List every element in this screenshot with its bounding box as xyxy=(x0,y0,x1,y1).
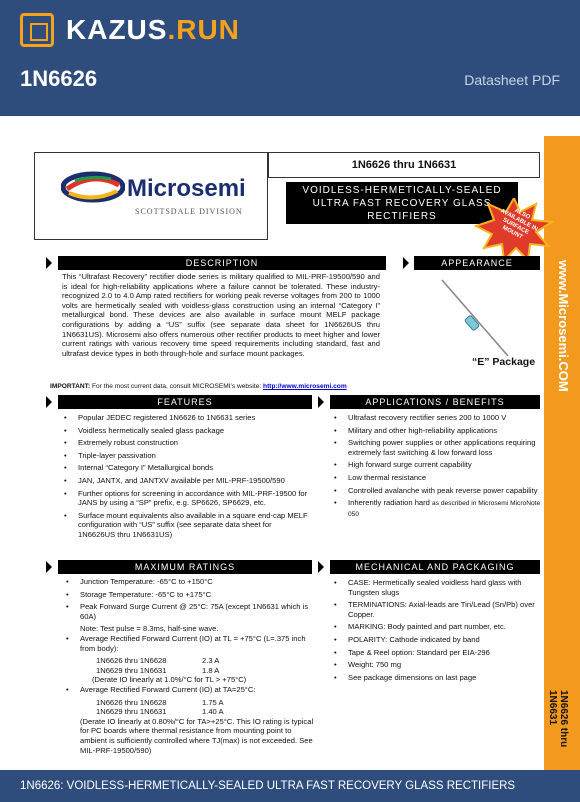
part-range-title: 1N6626 thru 1N6631 xyxy=(268,152,540,178)
diode-package-image xyxy=(430,276,520,360)
list-item: • Surface mount equivalents also available in a square end-cap MELF configuration with “US” suffix (see separate data sheet for 1N6626US thru 1N6631US) xyxy=(60,511,308,540)
company-logo-box xyxy=(34,152,268,240)
site-header xyxy=(0,0,580,116)
company-name: Microsemi xyxy=(127,175,246,202)
footer-title: 1N6626: VOIDLESS-HERMETICALLY-SEALED ULTRA FAST RECOVERY GLASS RECTIFIERS xyxy=(0,770,580,802)
max-ratings-list xyxy=(64,577,314,755)
rating-row: 1N6629 thru 1N6631 1.40 A xyxy=(96,707,224,717)
list-item: • Switching power supplies or other applications requiring extremely fast switching & low forward loss xyxy=(330,438,542,457)
list-item: • JAN, JANTX, and JANTXV available per MIL-PRF-19500/590 xyxy=(60,476,308,486)
derate-note: (Derate IO linearly at 1.0%/°C for TL > +75°C) xyxy=(92,675,247,685)
mechanical-header: MECHANICAL AND PACKAGING xyxy=(330,560,540,574)
side-part-range: 1N6626 thru 1N6631 xyxy=(547,690,569,748)
section-arrow-icon xyxy=(318,396,324,408)
part-number: 1N6626 xyxy=(20,66,98,91)
surface-mount-badge: ALSO AVAILABLE IN SURFACE MOUNT xyxy=(499,207,539,241)
site-name: KAZUS.RUN xyxy=(66,14,240,45)
side-website: www.Microsemi.COM xyxy=(556,260,571,392)
derate-note: (Derate IO linearly at 0.80%/°C for TA>+25°C. This IO rating is typical for PC boards where thermal resistance from mounting point to ambient is sufficiently controlled where TJ(max) is not exceeded. See MIL-PRF-19500/590) xyxy=(80,716,314,755)
features-header: FEATURES xyxy=(58,395,312,409)
description-header: DESCRIPTION xyxy=(58,256,386,270)
company-division: SCOTTSDALE DIVISION xyxy=(135,207,243,216)
rating-row: 1N6626 thru 1N6628 2.3 A xyxy=(96,656,220,666)
list-item: • Low thermal resistance xyxy=(330,473,542,483)
applications-list xyxy=(330,413,542,522)
list-item: • Ultrafast recovery rectifier series 200 to 1000 V xyxy=(330,413,542,423)
rating-row: 1N6626 thru 1N6628 1.75 A xyxy=(96,697,224,707)
list-item: • POLARITY: Cathode indicated by band xyxy=(330,635,542,645)
list-item: • See package dimensions on last page xyxy=(330,673,542,683)
chip-icon xyxy=(20,13,54,47)
description-text: This “Ultrafast Recovery” rectifier diode series is military qualified to MIL-PRF-19500/590 and is ideal for high-reliability applications where a failure cannot be tolerated. These industry-recognized 2.0 to 4.0 Amp rated rectifiers for working peak reverse voltages from 200 to 1000 volts are hermetically sealed with voidless-glass construction using an internal “Category I” metallurgical bond. These devices are also available in surface mount MELF package configurations by adding a “US” suffix (see separate data sheet for 1N6626US thru 1N6631US). Microsemi also offers numerous other rectifier products to meet higher and lower current ratings with various recovery time speed requirements including standard, fast and ultrafast device types in both through-hole and surface mount packages. xyxy=(62,272,380,358)
list-item: • TERMINATIONS: Axial-leads are Tin/Lead (Sn/Pb) over Copper. xyxy=(330,600,542,619)
appearance-header: APPEARANCE xyxy=(414,256,540,270)
list-item: • Junction Temperature: -65°C to +150°C xyxy=(64,577,314,587)
list-item: • Average Rectified Forward Current (IO) at TA=25°C: xyxy=(64,685,314,695)
applications-header: APPLICATIONS / BENEFITS xyxy=(330,395,540,409)
product-subtitle: VOIDLESS-HERMETICALLY-SEALED ULTRA FAST RECOVERY GLASS RECTIFIERS xyxy=(286,182,518,224)
list-item: • Internal “Category I” Metallurgical bonds xyxy=(60,463,308,473)
list-item: • Weight: 750 mg xyxy=(330,660,542,670)
package-label: “E” Package xyxy=(472,356,536,368)
list-item: • CASE: Hermetically sealed voidless hard glass with Tungsten slugs xyxy=(330,578,542,597)
list-item: • Extremely robust construction xyxy=(60,438,308,448)
list-item: • Tape & Reel option: Standard per EIA-296 xyxy=(330,648,542,658)
list-item: • Popular JEDEC registered 1N6626 to 1N6631 series xyxy=(60,413,308,423)
list-item: • Controlled avalanche with peak reverse power capability xyxy=(330,486,542,496)
website-link[interactable]: http://www.microsemi.com xyxy=(263,383,347,390)
section-arrow-icon xyxy=(403,257,409,269)
section-arrow-icon xyxy=(46,257,52,269)
surge-note: Note: Test pulse = 8.3ms, half-sine wave. xyxy=(80,624,219,634)
site-logo[interactable] xyxy=(20,12,240,48)
list-item: • Inherently radiation hard as described in Microsemi MicroNote 050 xyxy=(330,498,542,519)
list-item: • Peak Forward Surge Current @ 25°C: 75A (except 1N6631 which is 60A) xyxy=(64,602,314,621)
list-item: • Further options for screening in accordance with MIL-PRF-19500 for JANS by using a “SP” prefix, e.g. SP6626, SP6629, etc. xyxy=(60,489,308,508)
list-item: • MARKING: Body painted and part number, etc. xyxy=(330,622,542,632)
microsemi-swirl-icon xyxy=(61,167,125,207)
list-item: • Triple-layer passivation xyxy=(60,451,308,461)
features-list xyxy=(60,413,308,543)
list-item: • Military and other high-reliability applications xyxy=(330,426,542,436)
section-arrow-icon xyxy=(318,561,324,573)
doc-type-label: Datasheet PDF xyxy=(464,72,560,88)
important-note: IMPORTANT: For the most current data, consult MICROSEMI’s website: http://www.microsemi.com xyxy=(50,383,347,390)
section-arrow-icon xyxy=(46,396,52,408)
rating-row: 1N6629 thru 1N6631 1.8 A xyxy=(96,665,220,675)
list-item: • Storage Temperature: -65°C to +175°C xyxy=(64,590,314,600)
list-item: • Voidless hermetically sealed glass package xyxy=(60,426,308,436)
max-ratings-header: MAXIMUM RATINGS xyxy=(58,560,312,574)
list-item: • Average Rectified Forward Current (IO) at TL = +75°C (L=.375 inch from body): xyxy=(64,634,314,653)
list-item: • High forward surge current capability xyxy=(330,460,542,470)
mechanical-list xyxy=(330,578,542,685)
section-arrow-icon xyxy=(46,561,52,573)
